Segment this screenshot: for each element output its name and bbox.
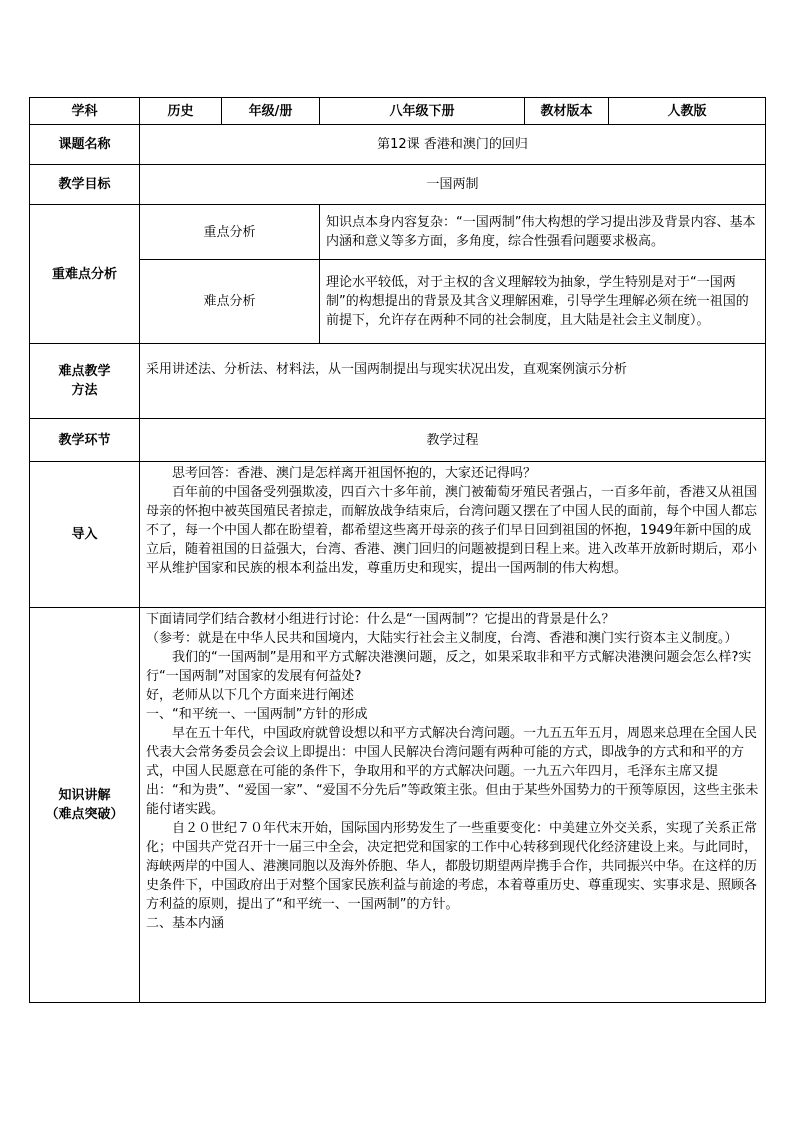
difficult-analysis-row — [30, 260, 766, 344]
knowledge-paragraph: （参考：就是在中华人民共和国境内，大陆实行社会主义制度，台湾、香港和澳门实行资本主义制度。） — [146, 631, 738, 646]
key-point-label: 重点分析 — [140, 205, 320, 260]
lesson-title-value: 第12课 香港和澳门的回归 — [140, 125, 766, 165]
knowledge-label — [30, 608, 140, 1003]
subject-label: 学科 — [30, 98, 140, 125]
process-stage-label: 教学环节 — [30, 419, 140, 462]
intro-row — [30, 462, 766, 608]
method-label-line2: 方法 — [71, 383, 98, 398]
method-row — [30, 344, 766, 419]
key-analysis-row — [30, 205, 766, 260]
difficult-point-text: 理论水平较低，对于主权的含义理解较为抽象，学生特别是对于“一国两制”的构想提出的背景及其含义理解困难，引导学生理解必须在统一祖国的前提下，允许存在两种不同的社会制度，且大陆是社会主义制度）。 — [320, 260, 766, 344]
knowledge-row — [30, 608, 766, 1003]
knowledge-label-line1: 知识讲解 — [58, 788, 111, 803]
header-row — [30, 98, 766, 125]
intro-content — [140, 462, 766, 608]
method-label — [30, 344, 140, 419]
lesson-plan-table — [29, 97, 766, 1003]
teaching-goal-row — [30, 165, 766, 205]
intro-paragraph: 思考回答：香港、澳门是怎样离开祖国怀抱的，大家还记得吗？ — [172, 466, 537, 481]
section-heading: 二、基本内涵 — [146, 916, 225, 931]
knowledge-label-line2: （难点突破） — [45, 807, 124, 822]
method-label-line1: 难点教学 — [58, 364, 111, 379]
process-header-row — [30, 419, 766, 462]
edition-value: 人教版 — [609, 98, 766, 125]
grade-value: 八年级下册 — [320, 98, 525, 125]
edition-label: 教材版本 — [525, 98, 609, 125]
teaching-goal-value: 一国两制 — [140, 165, 766, 205]
section-heading: 一、“和平统一、一国两制”方针的形成 — [146, 707, 368, 722]
teaching-goal-label: 教学目标 — [30, 165, 140, 205]
method-text: 采用讲述法、分析法、材料法，从一国两制提出与现实状况出发，直观案例演示分析 — [140, 344, 766, 419]
process-label: 教学过程 — [140, 419, 766, 462]
key-point-text: 知识点本身内容复杂：“一国两制”伟大构想的学习提出涉及背景内容、基本内涵和意义等多方面，多角度，综合性强看问题要求极高。 — [320, 205, 766, 260]
subject-value: 历史 — [140, 98, 222, 125]
grade-label: 年级/册 — [222, 98, 320, 125]
knowledge-content — [140, 608, 766, 1003]
intro-label: 导入 — [30, 462, 140, 608]
knowledge-paragraph: 早在五十年代，中国政府就曾设想以和平方式解决台湾问题。一九五五年五月，周恩来总理在全国人民代表大会常务委员会会议上即提出：中国人民解决台湾问题有两种可能的方式，即战争的方式和和平的方式，中国人民愿意在可能的条件下，争取用和平的方式解决问题。一九五六年四月，毛泽东主席又提出：“和为贵”、“爱国一家”、“爱国不分先后”等政策主张。但由于某些外国势力的干预等原因，这些主张未能付诸实践。 — [146, 726, 759, 817]
lesson-title-row — [30, 125, 766, 165]
analysis-label: 重难点分析 — [30, 205, 140, 344]
difficult-point-label: 难点分析 — [140, 260, 320, 344]
intro-paragraph: 百年前的中国备受列强欺凌，四百六十多年前，澳门被葡萄牙殖民者强占，一百多年前，香港又从祖国母亲的怀抱中被英国殖民者掠走，而解放战争结束后，台湾问题又摆在了中国人民的面前，每个中国人都忘不了，每一个中国人都在盼望着，都希望这些离开母亲的孩子们早日回到祖国的怀抱，1949年新中国的成立后，随着祖国的日益强大，台湾、香港、澳门回归的问题被提到日程上来。进入改革开放新时期后，邓小平从维护国家和民族的根本利益出发，尊重历史和现实，提出一国两制的伟大构想。 — [146, 485, 758, 576]
knowledge-paragraph: 自２０世纪７０年代末开始，国际国内形势发生了一些重要变化：中美建立外交关系，实现了关系正常化；中国共产党召开十一届三中全会，决定把党和国家的工作中心转移到现代化经济建设上来。与此同时，海峡两岸的中国人、港澳同胞以及海外侨胞、华人，都殷切期望两岸携手合作，共同振兴中华。在这样的历史条件下，中国政府出于对整个国家民族利益与前途的考虑，本着尊重历史、尊重现实、实事求是、照顾各方利益的原则，提出了“和平统一、一国两制”的方针。 — [146, 821, 758, 912]
knowledge-paragraph: 我们的“一国两制”是用和平方式解决港澳问题，反之，如果采取非和平方式解决港澳问题会怎么样?实行“一国两制”对国家的发展有何益处? — [146, 650, 752, 684]
knowledge-paragraph: 下面请同学们结合教材小组进行讨论：什么是“一国两制”？它提出的背景是什么？ — [146, 612, 615, 627]
knowledge-paragraph: 好，老师从以下几个方面来进行阐述 — [146, 688, 355, 703]
lesson-title-label: 课题名称 — [30, 125, 140, 165]
